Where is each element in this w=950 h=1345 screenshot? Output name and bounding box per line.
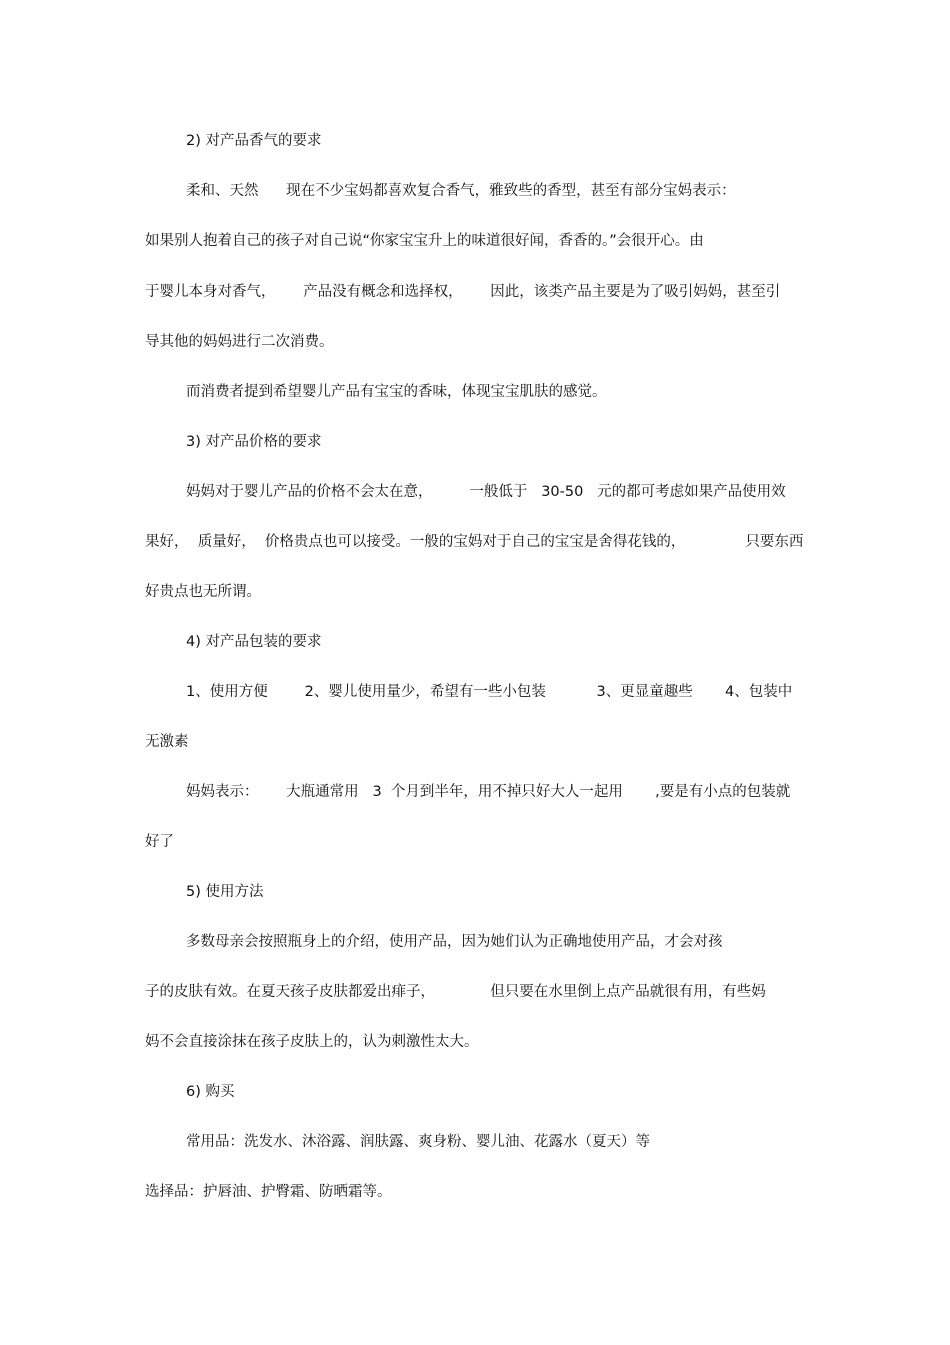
paragraph-line: 1、使用方便 2、婴儿使用量少，希望有一些小包装 3、更显童趣些 4、包装中 bbox=[186, 684, 793, 700]
paragraph-line: 无激素 bbox=[145, 734, 189, 750]
paragraph-line: 好了 bbox=[145, 834, 174, 850]
paragraph-line: 常用品：洗发水、沐浴露、润肤露、爽身粉、婴儿油、花露水（夏天）等 bbox=[186, 1134, 650, 1150]
paragraph-line: 选择品：护唇油、护臀霜、防晒霜等。 bbox=[145, 1184, 392, 1200]
heading-purchase: 6) 购买 bbox=[186, 1084, 235, 1100]
heading-usage: 5) 使用方法 bbox=[186, 884, 264, 900]
paragraph-line: 多数母亲会按照瓶身上的介绍，使用产品，因为她们认为正确地使用产品，才会对孩 bbox=[186, 934, 723, 950]
paragraph-line: 柔和、天然 现在不少宝妈都喜欢复合香气，雅致些的香型，甚至有部分宝妈表示： bbox=[186, 183, 736, 199]
paragraph-line: 妈不会直接涂抹在孩子皮肤上的，认为刺激性太大。 bbox=[145, 1034, 479, 1050]
heading-packaging: 4) 对产品包装的要求 bbox=[186, 634, 322, 650]
paragraph-line: 妈妈表示： 大瓶通常用 3 个月到半年，用不掉只好大人一起用 ,要是有小点的包装就 bbox=[186, 784, 791, 800]
paragraph-line: 于婴儿本身对香气， 产品没有概念和选择权， 因此，该类产品主要是为了吸引妈妈，甚至引 bbox=[145, 284, 781, 300]
paragraph-line: 子的皮肤有效。在夏天孩子皮肤都爱出痱子， 但只要在水里倒上点产品就很有用，有些妈 bbox=[145, 984, 766, 1000]
paragraph-line: 而消费者提到希望婴儿产品有宝宝的香味，体现宝宝肌肤的感觉。 bbox=[186, 384, 607, 400]
paragraph-line: 好贵点也无所谓。 bbox=[145, 584, 261, 600]
paragraph-line: 妈妈对于婴儿产品的价格不会太在意， 一般低于 30-50 元的都可考虑如果产品使用效 bbox=[186, 484, 786, 500]
heading-price: 3) 对产品价格的要求 bbox=[186, 434, 322, 450]
paragraph-line: 如果别人抱着自己的孩子对自己说“你家宝宝升上的味道很好闻，香香的。”会很开心。由 bbox=[145, 233, 704, 249]
paragraph-line: 导其他的妈妈进行二次消费。 bbox=[145, 334, 334, 350]
heading-fragrance: 2) 对产品香气的要求 bbox=[186, 133, 322, 149]
paragraph-line: 果好， 质量好， 价格贵点也可以接受。一般的宝妈对于自己的宝宝是舍得花钱的， 只要东西 bbox=[145, 534, 804, 550]
